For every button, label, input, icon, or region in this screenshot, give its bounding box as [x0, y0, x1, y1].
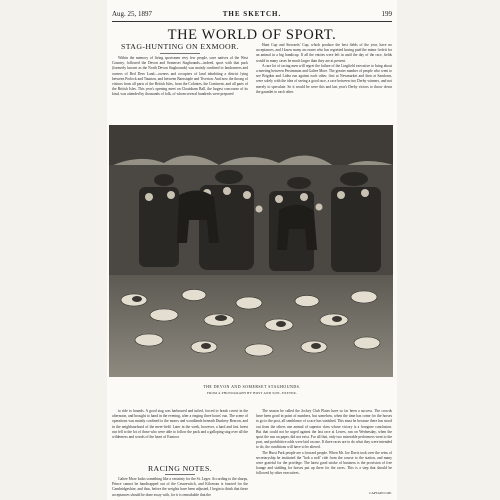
staghounds-photograph [109, 125, 393, 377]
bottom-right-paragraph: The season be called the Jockey Club Plates have so far been a success. The crowds have been good in point of numbers, but somehow, when the time has come for the horses to go to the post, all semblance of a race has vanished. This must be because there has stood out from the others one animal of superior class whose victory is a foregone conclusion. But that could not be urged against the last race at Lewes, run on Wednesday, when the sport the sun on paper, did not exist. For all that, only two miserable performers went to the post, and prohibitive odds were laid on one. If three races are to do what they were intended to do, the conditions will have to be altered. [256, 409, 392, 450]
header-rule [112, 21, 392, 22]
bottom-left-text [112, 409, 248, 462]
racing-heading: RACING NOTES. [147, 464, 213, 473]
racing-heading-rule [165, 474, 195, 475]
bottom-right-paragraph: The Hurst Park people are a forward people. When Mr. Joe Davis took over the reins of secretaryship he instituted the "hob a nob" ride from the course to the station, and many were grateful for the privilege. The latest good stroke of business is the provision of free lounge and stabling for horses put up there for the races. This is a step that should be followed by other executives. [256, 450, 392, 476]
photo-image [109, 125, 393, 377]
stag-paragraph: Within the memory of living sportsmen very few people, save natives of the West Country, followed the Devon and Somerset Staghounds—indeed, sport with that pack (formerly known as the North Devon Staghounds) was mainly confined to landowners and owners of Red Deer Land—owners and occupiers of land inhabiting a district lying between Porlock and Taunton, and between Barnstaple and Tiverton. And now the throng of visitors from all parts of the British Isles, from the Colonies, the Continent, and all parts of the British Isles. This year's opening meet on Cloutsham Ball, the largest concourse of its kind, was attended by thousands of folk, of whom several hundreds were prepared [112, 56, 248, 97]
page-header [112, 9, 392, 19]
masthead: THE SKETCH. [222, 10, 282, 18]
bottom-right-text [256, 409, 392, 491]
stag-heading: STAG-HUNTING ON EXMOOR. [121, 42, 239, 51]
author-signature: CAPTAIN COE. [369, 491, 392, 495]
issue-date: Aug. 25, 1897 [112, 10, 153, 18]
racing-paragraph: Galtee More looks something like a certainty for the St. Leger. According to the sharps, Prince cannot be handicapped out of the Cesarewitch, and Kilcerran is fancied for the Cambridgeshire, and thus, before the weights have been adjusted, I begin to think that these acceptances should be done away with, for it is remarkable that the [112, 477, 248, 497]
bottom-left-paragraph: to ride to hounds. A good stag was harboured and tufted, forced to break covert in the afternoon, and brought to hand in the evening, after a ringing three hours' run. The scene of operations was mainly confined to the moors and woodlands beneath Dunkery Beacon, and in the neighbourhood of the meet-field. Later in the week, however, a hard and fast forest run fell to the lot of those who were able to follow the pack and a galloping stag over all the wilderness and woods of the heart of Exmoor [112, 409, 248, 440]
stag-text [112, 56, 248, 122]
racing-text [112, 477, 248, 499]
right-top-paragraph: Hunt Cup and Stewards' Cup, which produce the best fields of the year, have no acceptances, and I know many an owner who has regretted having paid the minor forfeit for an animal in a big handicap. If all the entries were left in until the day of the race, fields would in many cases be much larger than they are at present. [256, 43, 392, 63]
right-top-paragraph: A rare lot of racing men will regret the failure of the Lingfield executive to bring about a meeting between Persimmon and Galtee More. The greater number of people who went to see Brigdon and Lidea run against each other, first at Newmarket and then at Sandown, were solely with the idea of seeing a good race, a race between two Derby winners, and not merely to speculate. So it would be were this and last year's Derby victors to throw down the gauntlet to each other. [256, 63, 392, 94]
stag-heading-rule [160, 53, 200, 54]
photo-caption: THE DEVON AND SOMERSET STAGHOUNDS. [203, 385, 301, 389]
page-number: 199 [381, 10, 392, 18]
right-top-text [256, 43, 392, 123]
page-title: THE WORLD OF SPORT. [167, 27, 337, 43]
photo-credit: FROM A PHOTOGRAPH BY HOST AND SON, EXETER. [206, 391, 298, 395]
